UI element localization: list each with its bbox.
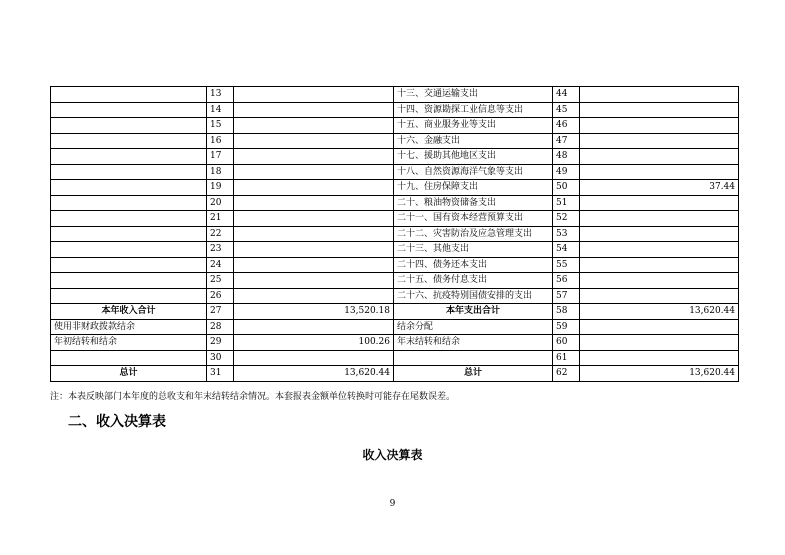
table-row: [51, 102, 739, 118]
income-line-number-cell: 18: [207, 164, 234, 180]
expense-line-number-cell: 52: [553, 211, 580, 227]
income-amount-cell: [234, 180, 394, 196]
income-item-cell: [51, 288, 207, 304]
income-line-number-cell: 26: [207, 288, 234, 304]
income-amount-cell: 13,620.44: [234, 366, 394, 382]
expense-line-number-cell: 46: [553, 118, 580, 134]
income-line-number-cell: 19: [207, 180, 234, 196]
income-amount-cell: [234, 226, 394, 242]
expense-item-cell: 二十五、债务付息支出: [394, 273, 553, 289]
income-line-number-cell: 21: [207, 211, 234, 227]
income-amount-cell: [234, 350, 394, 366]
income-item-cell: [51, 211, 207, 227]
income-line-number-cell: 17: [207, 149, 234, 165]
table-row: [51, 149, 739, 165]
table-row: [51, 133, 739, 149]
income-line-number-cell: 28: [207, 319, 234, 335]
table-row: [51, 195, 739, 211]
table-body: [51, 87, 739, 382]
expense-line-number-cell: 55: [553, 257, 580, 273]
table-row: [51, 226, 739, 242]
income-amount-cell: [234, 319, 394, 335]
income-line-number-cell: 25: [207, 273, 234, 289]
table-row: [51, 304, 739, 320]
expense-amount-cell: [580, 118, 739, 134]
expense-line-number-cell: 49: [553, 164, 580, 180]
income-item-cell: [51, 242, 207, 258]
expense-item-cell: 结余分配: [394, 319, 553, 335]
income-item-cell: [51, 226, 207, 242]
expense-amount-cell: [580, 164, 739, 180]
income-amount-cell: [234, 195, 394, 211]
expense-item-cell: 十五、商业服务业等支出: [394, 118, 553, 134]
expense-amount-cell: [580, 319, 739, 335]
income-item-cell: [51, 102, 207, 118]
expense-item-cell: 本年支出合计: [394, 304, 553, 320]
income-item-cell: [51, 133, 207, 149]
expense-item-cell: 十八、自然资源海洋气象等支出: [394, 164, 553, 180]
expense-amount-cell: [580, 149, 739, 165]
income-item-cell: [51, 350, 207, 366]
budget-summary-table: [50, 86, 739, 382]
table-row: [51, 366, 739, 382]
income-line-number-cell: 15: [207, 118, 234, 134]
table-row: [51, 164, 739, 180]
expense-amount-cell: [580, 335, 739, 351]
table-row: [51, 350, 739, 366]
table-row: [51, 211, 739, 227]
income-amount-cell: 100.26: [234, 335, 394, 351]
expense-item-cell: [394, 350, 553, 366]
income-amount-cell: [234, 87, 394, 103]
table-row: [51, 242, 739, 258]
expense-line-number-cell: 57: [553, 288, 580, 304]
table-row: [51, 257, 739, 273]
expense-amount-cell: [580, 273, 739, 289]
income-item-cell: [51, 273, 207, 289]
expense-line-number-cell: 44: [553, 87, 580, 103]
expense-amount-cell: 37.44: [580, 180, 739, 196]
expense-line-number-cell: 61: [553, 350, 580, 366]
expense-item-cell: 二十六、抗疫特别国债安排的支出: [394, 288, 553, 304]
income-item-cell: [51, 149, 207, 165]
income-item-cell: 总计: [51, 366, 207, 382]
expense-line-number-cell: 58: [553, 304, 580, 320]
table-row: [51, 335, 739, 351]
income-amount-cell: [234, 211, 394, 227]
income-amount-cell: [234, 164, 394, 180]
expense-amount-cell: [580, 226, 739, 242]
expense-item-cell: 十九、住房保障支出: [394, 180, 553, 196]
table-row: [51, 319, 739, 335]
table-note: 注：本表反映部门本年度的总收支和年末结转结余情况。本套报表金额单位转换时可能存在尾数误差。: [50, 392, 456, 402]
expense-amount-cell: 13,620.44: [580, 304, 739, 320]
income-line-number-cell: 22: [207, 226, 234, 242]
table-row: [51, 288, 739, 304]
expense-item-cell: 二十一、国有资本经营预算支出: [394, 211, 553, 227]
expense-line-number-cell: 48: [553, 149, 580, 165]
income-item-cell: [51, 195, 207, 211]
expense-line-number-cell: 51: [553, 195, 580, 211]
expense-line-number-cell: 60: [553, 335, 580, 351]
income-line-number-cell: 24: [207, 257, 234, 273]
expense-amount-cell: [580, 288, 739, 304]
expense-item-cell: 总计: [394, 366, 553, 382]
expense-item-cell: 年末结转和结余: [394, 335, 553, 351]
page-number: 9: [389, 499, 396, 509]
expense-item-cell: 二十四、债务还本支出: [394, 257, 553, 273]
income-line-number-cell: 29: [207, 335, 234, 351]
income-item-cell: [51, 257, 207, 273]
income-line-number-cell: 14: [207, 102, 234, 118]
income-amount-cell: [234, 133, 394, 149]
income-line-number-cell: 20: [207, 195, 234, 211]
expense-line-number-cell: 50: [553, 180, 580, 196]
income-item-cell: [51, 164, 207, 180]
expense-amount-cell: [580, 242, 739, 258]
table-row: [51, 180, 739, 196]
income-amount-cell: [234, 242, 394, 258]
expense-amount-cell: [580, 211, 739, 227]
expense-item-cell: 二十三、其他支出: [394, 242, 553, 258]
income-line-number-cell: 13: [207, 87, 234, 103]
expense-item-cell: 二十、粮油物资储备支出: [394, 195, 553, 211]
income-amount-cell: [234, 257, 394, 273]
expense-line-number-cell: 56: [553, 273, 580, 289]
income-item-cell: [51, 180, 207, 196]
expense-line-number-cell: 59: [553, 319, 580, 335]
income-amount-cell: [234, 288, 394, 304]
income-item-cell: [51, 118, 207, 134]
expense-amount-cell: [580, 102, 739, 118]
expense-item-cell: 十七、援助其他地区支出: [394, 149, 553, 165]
expense-line-number-cell: 54: [553, 242, 580, 258]
section-heading: 二、收入决算表: [68, 414, 166, 430]
income-item-cell: [51, 87, 207, 103]
income-amount-cell: [234, 273, 394, 289]
expense-amount-cell: [580, 257, 739, 273]
expense-line-number-cell: 53: [553, 226, 580, 242]
next-table-title: 收入决算表: [362, 448, 423, 462]
expense-item-cell: 十四、资源勘探工业信息等支出: [394, 102, 553, 118]
expense-item-cell: 二十二、灾害防治及应急管理支出: [394, 226, 553, 242]
income-line-number-cell: 31: [207, 366, 234, 382]
income-line-number-cell: 16: [207, 133, 234, 149]
income-amount-cell: [234, 149, 394, 165]
table-row: [51, 118, 739, 134]
income-line-number-cell: 27: [207, 304, 234, 320]
expense-line-number-cell: 47: [553, 133, 580, 149]
income-item-cell: 本年收入合计: [51, 304, 207, 320]
income-line-number-cell: 30: [207, 350, 234, 366]
income-amount-cell: 13,520.18: [234, 304, 394, 320]
expense-amount-cell: [580, 350, 739, 366]
table-row: [51, 273, 739, 289]
income-amount-cell: [234, 102, 394, 118]
income-amount-cell: [234, 118, 394, 134]
income-line-number-cell: 23: [207, 242, 234, 258]
expense-amount-cell: [580, 195, 739, 211]
expense-item-cell: 十三、交通运输支出: [394, 87, 553, 103]
expense-amount-cell: [580, 133, 739, 149]
income-item-cell: 使用非财政拨款结余: [51, 319, 207, 335]
expense-line-number-cell: 45: [553, 102, 580, 118]
expense-amount-cell: 13,620.44: [580, 366, 739, 382]
expense-line-number-cell: 62: [553, 366, 580, 382]
expense-item-cell: 十六、金融支出: [394, 133, 553, 149]
expense-amount-cell: [580, 87, 739, 103]
income-item-cell: 年初结转和结余: [51, 335, 207, 351]
table-row: [51, 87, 739, 103]
